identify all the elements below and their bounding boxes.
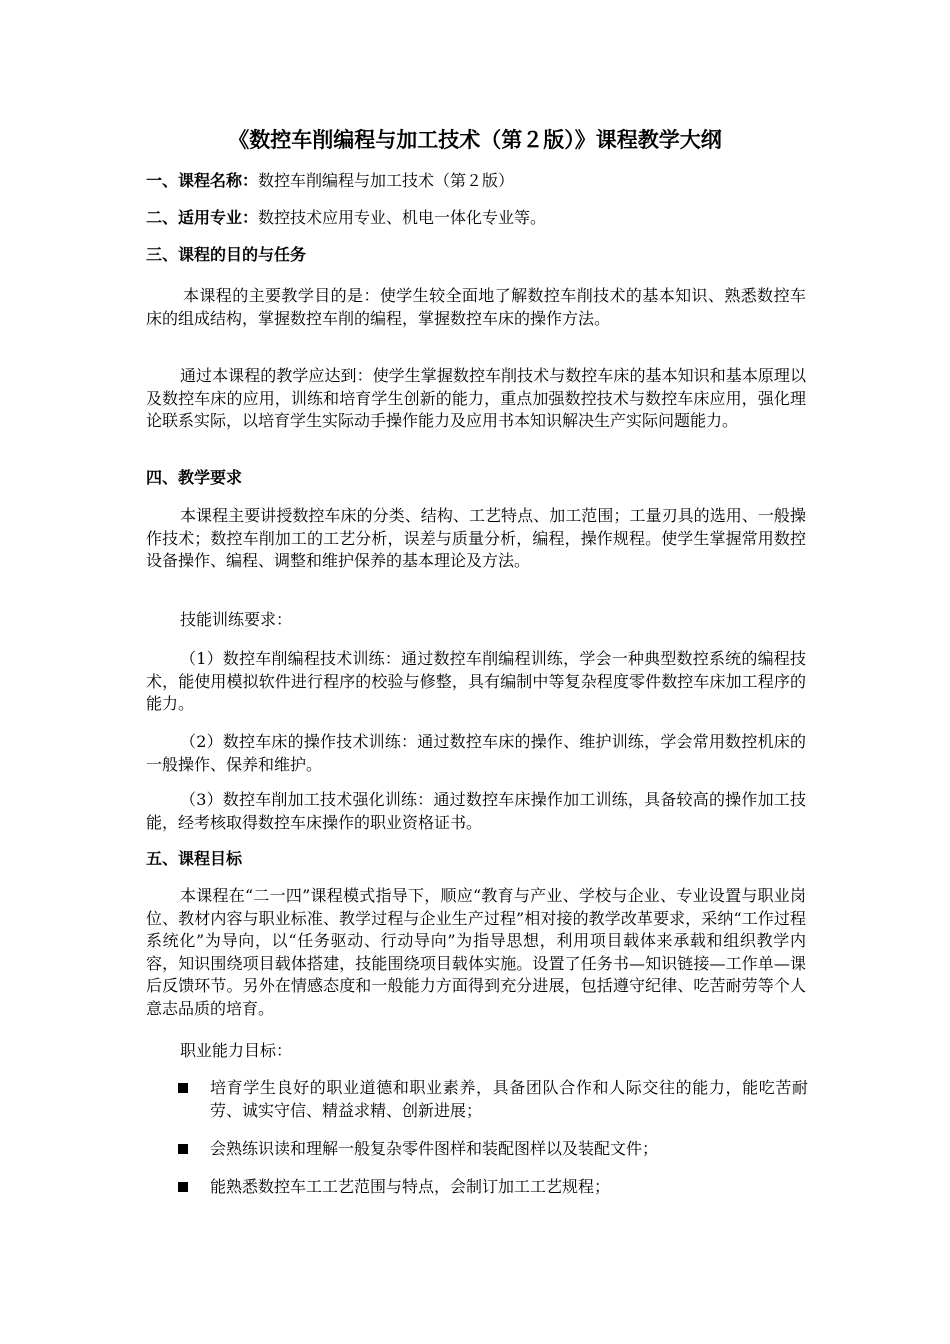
section4-paragraph-1: 本课程主要讲授数控车床的分类、结构、工艺特点、加工范围；工量刃具的选用、一般操作技术；数控车削加工的工艺分析，误差与质量分析，编程，操作规程。使学生掌握常用数控设备操作、编程、调整和维护保养的基本理论及方法。 — [146, 506, 806, 570]
skill-item-2: （2）数控车床的操作技术训练：通过数控车床的操作、维护训练，学会常用数控机床的一般操作、保养和维护。 — [146, 732, 806, 774]
bullet-item — [178, 1175, 808, 1198]
skill-item-1: （1）数控车削编程技术训练：通过数控车削编程训练，学会一种典型数控系统的编程技术，能使用模拟软件进行程序的校验与修整，具有编制中等复杂程度零件数控车床加工程序的能力。 — [146, 649, 806, 713]
major-value: 数控技术应用专业、机电一体化专业等。 — [258, 208, 547, 227]
bullet-text: 会熟练识读和理解一般复杂零件图样和装配图样以及装配文件； — [210, 1139, 659, 1158]
section3-paragraph-2: 通过本课程的教学应达到：使学生掌握数控车削技术与数控车床的基本知识和基本原理以及数控车床的应用，训练和培育学生创新的能力，重点加强数控技术与数控车床应用，强化理论联系实际，以培育学生实际动手操作能力及应用书本知识解决生产实际问题能力。 — [146, 366, 806, 430]
major-line — [146, 207, 546, 229]
course-name-line — [146, 170, 514, 192]
career-goal-intro: 职业能力目标： — [180, 1041, 293, 1060]
square-bullet-icon — [178, 1144, 188, 1154]
bullet-item — [178, 1076, 808, 1122]
square-bullet-icon — [178, 1182, 188, 1192]
skill-item-3: （3）数控车削加工技术强化训练：通过数控车床操作加工训练，具备较高的操作加工技能，经考核取得数控车床操作的职业资格证书。 — [146, 790, 806, 832]
bullet-item — [178, 1137, 808, 1160]
course-name-value: 数控车削编程与加工技术（第２版） — [258, 171, 515, 190]
section5-heading: 五、课程目标 — [146, 849, 243, 868]
skill-training-intro: 技能训练要求： — [180, 610, 293, 629]
section5-paragraph-1: 本课程在“二一四”课程模式指导下，顺应“教育与产业、学校与企业、专业设置与职业岗位、教材内容与职业标准、教学过程与企业生产过程”相对接的教学改革要求，采纳“工作过程系统化”为导向，以“任务驱动、行动导向”为指导思想，利用项目载体来承载和组织教学内容，知识围绕项目载体搭建，技能围绕项目载体实施。设置了任务书—知识链接—工作单—课后反馈环节。另外在情感态度和一般能力方面得到充分进展，包括遵守纪律、吃苦耐劳等个人意志品质的培育。 — [146, 886, 806, 1018]
square-bullet-icon — [178, 1083, 188, 1093]
section4-heading: 四、教学要求 — [146, 468, 243, 487]
course-name-label: 一、课程名称： — [146, 171, 259, 190]
document-title: 《数控车削编程与加工技术（第２版）》课程教学大纲 — [228, 127, 722, 152]
bullet-text: 能熟悉数控车工工艺范围与特点，会制订加工工艺规程； — [210, 1177, 611, 1196]
section3-heading: 三、课程的目的与任务 — [146, 245, 307, 264]
section3-paragraph-1: 本课程的主要教学目的是：使学生较全面地了解数控车削技术的基本知识、熟悉数控车床的组成结构，掌握数控车削的编程，掌握数控车床的操作方法。 — [146, 286, 806, 328]
bullet-text: 培育学生良好的职业道德和职业素养，具备团队合作和人际交往的能力，能吃苦耐劳、诚实守信、精益求精、创新进展； — [210, 1078, 808, 1120]
major-label: 二、适用专业： — [146, 208, 259, 227]
